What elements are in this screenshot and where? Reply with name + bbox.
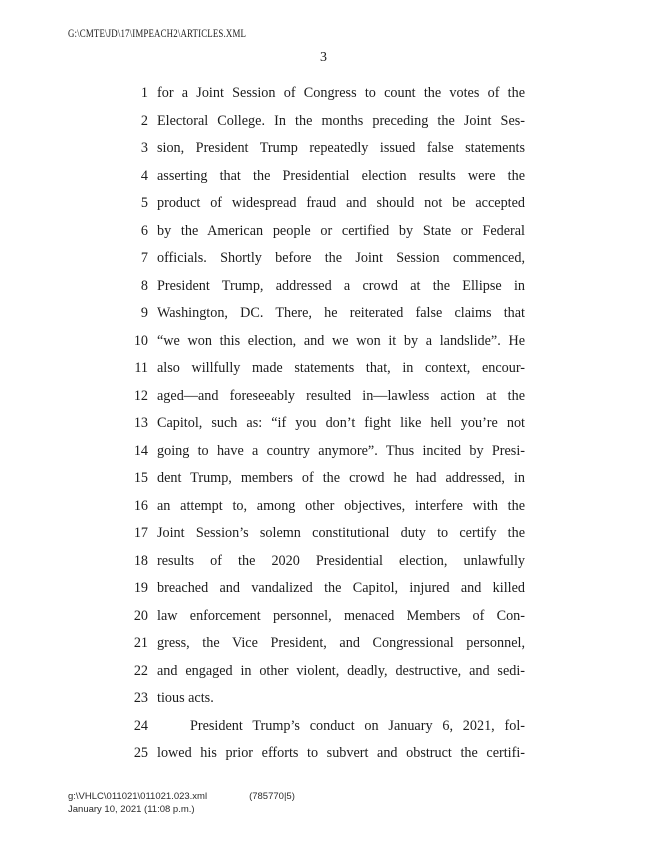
line-number: 10	[133, 332, 148, 349]
document-line	[0, 163, 650, 191]
document-line	[0, 493, 650, 521]
footer-file-path: g:\VHLC\011021\011021.023.xml	[68, 791, 208, 802]
document-line	[0, 383, 650, 411]
line-number: 20	[133, 607, 148, 624]
document-line	[0, 740, 650, 768]
document-line	[0, 245, 650, 273]
line-text: for a Joint Session of Congress to count the votes of the	[157, 85, 525, 101]
line-text: an attempt to, among other objectives, interfere with the	[157, 497, 525, 514]
line-number: 14	[133, 442, 148, 459]
line-text: law enforcement personnel, menaced Members of Con-	[157, 607, 525, 624]
line-number: 15	[133, 470, 148, 486]
line-text: sion, President Trump repeatedly issued false statements	[157, 140, 525, 156]
document-line	[0, 630, 650, 658]
line-number: 22	[133, 662, 148, 679]
document-line	[0, 273, 650, 301]
document-line	[0, 190, 650, 218]
footer-date: January 10, 2021 (11:08 p.m.)	[68, 803, 195, 815]
document-line	[0, 80, 650, 108]
line-number: 19	[133, 580, 148, 596]
footer-doc-id: (785770|5)	[249, 791, 295, 802]
line-number: 4	[140, 167, 148, 184]
line-text: aged—and foreseeably resulted in—lawless action at the	[157, 387, 525, 404]
line-text: Washington, DC. There, he reiterated false claims that	[157, 305, 525, 321]
line-number: 7	[140, 250, 148, 266]
line-text: and engaged in other violent, deadly, destructive, and sedi-	[157, 662, 525, 679]
line-number: 11	[134, 360, 148, 376]
footer-row-file	[68, 791, 295, 804]
document-line	[0, 300, 650, 328]
line-number: 1	[140, 85, 148, 101]
line-number: 12	[133, 387, 148, 404]
document-line	[0, 575, 650, 603]
line-number: 2	[140, 112, 148, 129]
document-line	[0, 218, 650, 246]
line-text: Joint Session’s solemn constitutional duty to certify the	[157, 525, 525, 541]
line-number: 17	[133, 525, 148, 541]
line-text: President Trump’s conduct on January 6, 2021, fol-	[190, 717, 525, 734]
line-number: 3	[140, 140, 148, 156]
line-text: also willfully made statements that, in context, encour-	[157, 360, 525, 376]
line-number: 18	[133, 552, 148, 569]
line-number: 9	[140, 305, 148, 321]
line-text: lowed his prior efforts to subvert and obstruct the certifi-	[157, 745, 525, 761]
document-line	[0, 410, 650, 438]
line-text: President Trump, addressed a crowd at the Ellipse in	[157, 277, 525, 294]
line-text: by the American people or certified by State or Federal	[157, 222, 525, 239]
document-line	[0, 685, 650, 713]
document-line	[0, 658, 650, 686]
line-number: 6	[140, 222, 148, 239]
document-line	[0, 355, 650, 383]
line-text: gress, the Vice President, and Congressional personnel,	[157, 635, 525, 651]
line-text: tious acts.	[157, 690, 214, 706]
footer	[68, 791, 295, 816]
line-text: officials. Shortly before the Joint Session commenced,	[157, 250, 525, 266]
line-number: 16	[133, 497, 148, 514]
document-line	[0, 713, 650, 741]
line-number: 5	[140, 195, 148, 211]
line-text: results of the 2020 Presidential election, unlawfully	[157, 552, 525, 569]
line-text: Capitol, such as: “if you don’t fight like hell you’re not	[157, 415, 525, 431]
document-line	[0, 108, 650, 136]
document-line	[0, 438, 650, 466]
line-number: 24	[133, 717, 148, 734]
document-line	[0, 328, 650, 356]
page-number: 3	[320, 50, 327, 65]
document-line	[0, 603, 650, 631]
line-number: 25	[133, 745, 148, 761]
line-text: dent Trump, members of the crowd he had addressed, in	[157, 470, 525, 486]
line-text: Electoral College. In the months preceding the Joint Ses-	[157, 112, 525, 129]
document-line	[0, 520, 650, 548]
line-list	[0, 80, 650, 768]
line-number: 23	[133, 690, 148, 706]
header-file-path: G:\CMTE\JD\17\IMPEACH2\ARTICLES.XML	[68, 26, 247, 40]
line-text: breached and vandalized the Capitol, injured and killed	[157, 580, 525, 596]
document-line	[0, 548, 650, 576]
line-number: 21	[133, 635, 148, 651]
document-line	[0, 465, 650, 493]
line-text: product of widespread fraud and should not be accepted	[157, 195, 525, 211]
line-text: asserting that the Presidential election results were the	[157, 167, 525, 184]
line-number: 8	[140, 277, 148, 294]
line-text: going to have a country anymore”. Thus incited by Presi-	[157, 442, 525, 459]
document-line	[0, 135, 650, 163]
line-number: 13	[133, 415, 148, 431]
line-text: “we won this election, and we won it by a landslide”. He	[157, 332, 525, 349]
